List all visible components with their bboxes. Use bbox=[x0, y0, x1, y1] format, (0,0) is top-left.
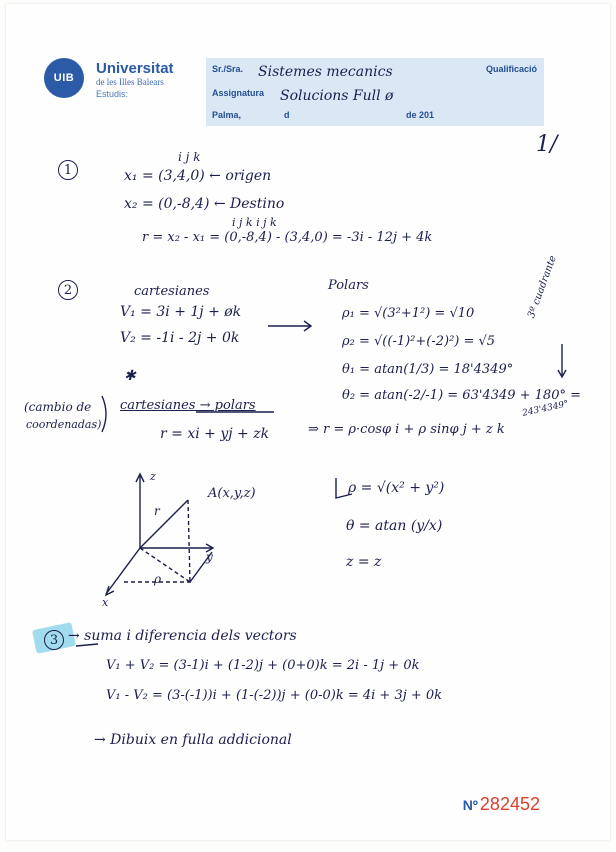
rho1: ρ₁ = √(3²+1²) = √10 bbox=[342, 306, 475, 321]
rho-label: ρ bbox=[154, 572, 162, 586]
star-mark: ✱ bbox=[124, 368, 136, 384]
section1-x1: x₁ = (3,4,0) ← origen bbox=[124, 168, 272, 184]
cambio-label: (cambio de bbox=[24, 400, 92, 414]
cart-polar-heading: cartesianes → polars bbox=[120, 398, 256, 413]
cartesian-title: cartesianes bbox=[134, 284, 210, 299]
point-a-label: A(x,y,z) bbox=[208, 486, 256, 501]
x-axis bbox=[106, 548, 140, 594]
axis-z-label: z bbox=[150, 470, 156, 483]
polar-title: Polars bbox=[328, 278, 369, 293]
section1-x2: x₂ = (0,-8,4) ← Destino bbox=[124, 196, 285, 212]
university-subtitle: de les Illes Balears bbox=[96, 77, 164, 87]
coordenadas-label: coordenadas) bbox=[26, 418, 102, 431]
section1-number: 1 bbox=[58, 160, 78, 180]
university-name: Universitat bbox=[96, 60, 174, 77]
r-cartesian: r = xi + yj + zk bbox=[160, 426, 270, 442]
theta1: θ₁ = atan(1/3) = 18'4349° bbox=[342, 362, 514, 377]
vector-sum: V₁ + V₂ = (3-1)i + (1-2)j + (0+0)k = 2i - 1j + 0k bbox=[106, 658, 420, 673]
handwriting-strokes bbox=[6, 4, 610, 840]
section3-number: 3 bbox=[44, 630, 64, 650]
quadrant-note: 3º cuadrante bbox=[526, 254, 559, 320]
qualificacio-label: Qualificació bbox=[486, 64, 538, 74]
theta2: θ₂ = atan(-2/-1) = 63'4349 + 180° = bbox=[342, 388, 581, 403]
serial-value: 282452 bbox=[479, 794, 540, 814]
rho2: ρ₂ = √((-1)²+(-2)²) = √5 bbox=[342, 334, 496, 349]
rho-bracket bbox=[336, 478, 352, 498]
de201-label: de 201 bbox=[406, 110, 435, 120]
page-mark: 1/ bbox=[536, 132, 558, 157]
section3-title: → suma i diferencia dels vectors bbox=[68, 628, 297, 644]
d-label: d bbox=[284, 110, 290, 120]
section1-r: r = x₂ - x₁ = (0,-8,4) - (3,4,0) = -3i - 12j + 4k bbox=[142, 230, 433, 245]
serial-prefix: Nº bbox=[462, 797, 478, 813]
vector-diff: V₁ - V₂ = (3-(-1))i + (1-(-2))j + (0-0)k = 4i + 3j + 0k bbox=[106, 688, 443, 703]
z-definition: z = z bbox=[346, 554, 382, 570]
r-polar: ⇒ r = ρ·cosφ i + ρ sinφ j + z k bbox=[308, 422, 505, 437]
sr-value: Sistemes mecanics bbox=[258, 64, 393, 80]
drawing-note: → Dibuix en fulla addicional bbox=[94, 732, 292, 748]
theta-definition: θ = atan (y/x) bbox=[346, 518, 443, 534]
estudis-label: Estudis: bbox=[96, 89, 129, 99]
exam-sheet bbox=[6, 4, 610, 840]
v1: V₁ = 3i + 1j + øk bbox=[120, 304, 242, 320]
axis-x-label: x bbox=[102, 596, 109, 609]
axis-y-label: y bbox=[206, 550, 213, 564]
r-vector-label: r bbox=[154, 504, 160, 518]
section1-ijk2: i j k i j k bbox=[232, 216, 277, 229]
logo-text: UIB bbox=[53, 72, 75, 84]
assignatura-value: Solucions Full ø bbox=[280, 88, 394, 104]
v2: V₂ = -1i - 2j + 0k bbox=[120, 330, 240, 346]
palma-label: Palma, bbox=[212, 110, 242, 120]
section1-ijk: i j k bbox=[178, 150, 201, 164]
assignatura-label: Assignatura bbox=[212, 88, 265, 98]
rho-definition: ρ = √(x² + y²) bbox=[348, 480, 445, 496]
r-vector bbox=[140, 500, 188, 548]
section2-number: 2 bbox=[58, 280, 78, 300]
theta2-result: 243'4349° bbox=[521, 399, 570, 419]
sr-label: Sr./Sra. bbox=[212, 64, 244, 74]
